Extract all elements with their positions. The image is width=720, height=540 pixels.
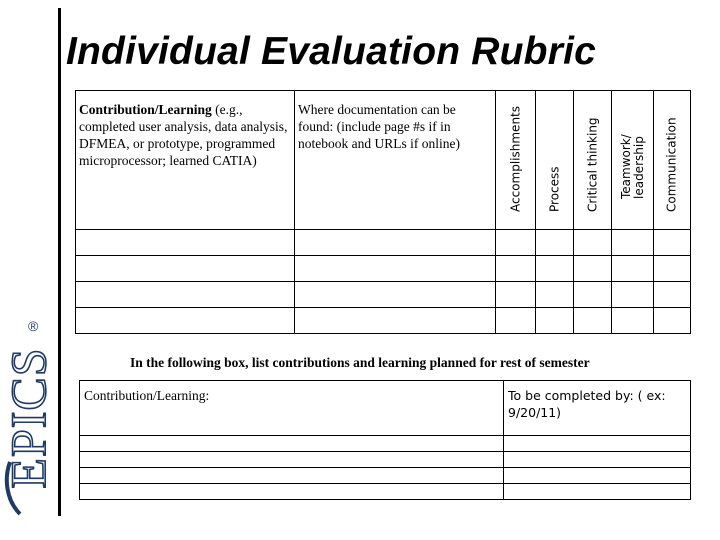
criterion-process-label: Process	[547, 166, 561, 212]
contribution-header-examples: (e.g., completed user analysis, data analysis, DFMEA, or prototype, programmed microprocessor; learned CATIA)	[79, 102, 288, 168]
criterion-communication	[654, 91, 691, 230]
registered-mark: ®	[28, 318, 39, 334]
criterion-communication-label: Communication	[664, 117, 679, 212]
criterion-teamwork-label: Teamwork/ leadership	[618, 134, 646, 199]
table-row	[80, 452, 691, 468]
criterion-critical-thinking-label: Critical thinking	[585, 117, 599, 212]
table-row	[76, 308, 691, 334]
epics-logo	[0, 318, 56, 516]
table-row	[80, 436, 691, 452]
criterion-accomplishments-label: Accomplishments	[508, 105, 522, 212]
criterion-accomplishments	[496, 91, 536, 230]
page-title: Individual Evaluation Rubric	[66, 30, 597, 73]
left-vertical-rule	[58, 8, 61, 516]
documentation-header-text: Where documentation can be found: (include page #s if in notebook and URLs if online)	[298, 102, 460, 151]
rubric-table	[75, 90, 691, 334]
criterion-teamwork	[612, 91, 654, 230]
table-row	[76, 230, 691, 256]
documentation-header	[295, 91, 496, 230]
criterion-critical-thinking	[574, 91, 612, 230]
epics-logo-text: EPICS	[0, 347, 56, 489]
contribution-header-bold: Contribution/Learning	[79, 102, 212, 117]
criterion-process	[536, 91, 574, 230]
table-row	[76, 282, 691, 308]
plan-instruction: In the following box, list contributions and learning planned for rest of semester	[130, 355, 590, 370]
contribution-header	[76, 91, 295, 230]
plan-contribution-header: Contribution/Learning:	[80, 381, 504, 436]
table-row	[80, 468, 691, 484]
plan-completion-date-header: To be completed by: ( ex: 9/20/11)	[504, 381, 691, 436]
table-row	[76, 256, 691, 282]
plan-table	[79, 380, 691, 500]
logo-swoosh-icon	[4, 458, 52, 518]
table-row	[80, 484, 691, 500]
